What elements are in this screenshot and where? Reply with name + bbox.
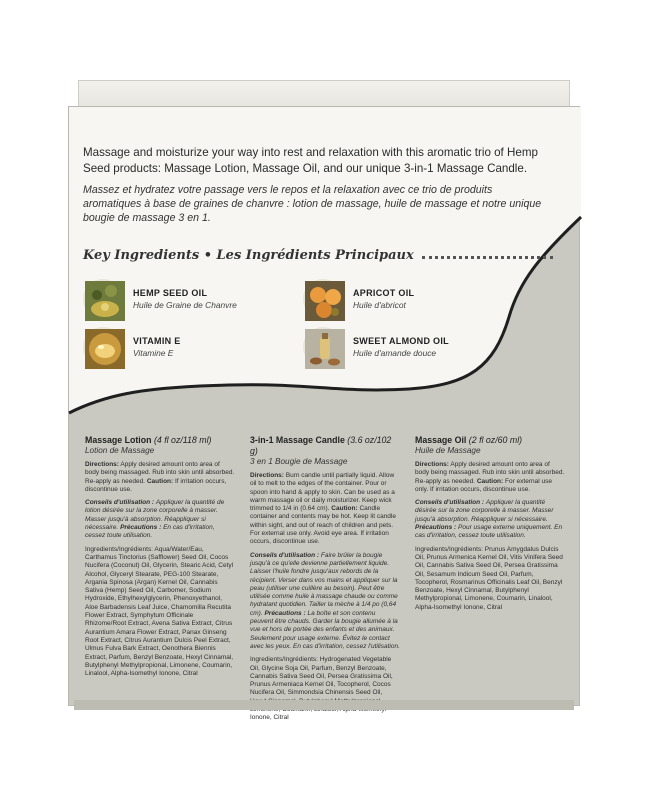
- box-back-panel: [68, 106, 580, 722]
- key-ingredients-heading: [83, 245, 553, 265]
- key-ingredients-title: Key Ingredients • Les Ingrédients Principaux: [83, 247, 414, 263]
- ingredient-name: VITAMIN E: [133, 336, 181, 346]
- ingredients-list: Ingredients/Ingrédients: Aqua/Water/Eau, Carthamus Tinctorius (Safflower) Seed Oil, Cocos Nucifera (Coconut) Oil, Glycerin, Stearic Acid, Cetyl Alcohol, Glyceryl Stearate, PEG-100 Stearate, Argania Spinosa (Argan) Kernel Oil, Cannabis Sativa (Hemp) Seed Oil, Carbomer, Sodium Hydroxide, Ethylhexylglycerin, Phenoxyethanol, Aloe Barbadensis Leaf Juice, Chamomilla Recutita Flower Extract, Symphytum Officinale Rhizome/Root Extract, Avena Sativa Extract, Citrus Aurantium Amara Flower Extract, Panax Ginseng Root Extract, Citrus Aurantium Dulcis Peel Extract, Ulmus Fulva Bark Extract, Oenothera Biennis Extract, Parfum, Benzyl Benzoate, Hexyl Cinnamal, Butylphenyl Methylpropional, Limonene, Coumarin, Linalool, Alpha-Isomethyl Ionone, Citral: [85, 545, 234, 678]
- ingredient-name: APRICOT OIL: [353, 288, 415, 298]
- ingredient-name: HEMP SEED OIL: [133, 288, 208, 298]
- ingredient-name-fr: Huile d'amande douce: [353, 348, 437, 358]
- vitamin-e-icon: [83, 327, 123, 367]
- product-massage-oil: [415, 435, 565, 617]
- ingredients-list: Ingredients/Ingrédients: Hydrogenated Vegetable Oil, Glycine Soja Oil, Parfum, Benzyl Benzoate, Cannabis Sativa Seed Oil, Persea Gratissima Oil, Prunus Armeniaca Kernel Oil, Tocopherol, Cocos Nucifera Oil, Simmondsia Chinensis Seed Oil, Ionone, Citral: [250, 656, 393, 722]
- apricot-icon: [303, 279, 343, 319]
- hemp-seed-oil-icon: [83, 279, 123, 319]
- directions-text: Directions: Apply desired amount onto area of body being massaged. Rub into skin until absorbed. Re-apply as needed. Caution: If irritation occurs, discontinue use.: [85, 461, 235, 493]
- product-title: Massage Lotion (4 fl oz/118 ml): [85, 435, 212, 445]
- directions-text-fr: Conseils d'utilisation : Faire brûler la bougie jusqu'à ce qu'elle devienne partiellement liquide. Laisser l'huile fondre jusqu'aux rebords de la récipient. Verser dans vos mains et appliquer sur la peau (utiliser une cuillère au besoin). Peut être utilisée comme huile à massage chaude ou comme hydratant quotidien. Tailler la mèche à 1/4 po (0,64 cm). Précautions : La boîte et son contenu peuvent être chauds. Garder la bougie allumée à la vue et hors de portée des enfants et des animaux. Seulement pour usage externe. Évitez le contact avec les yeux. En cas d'irritation, cessez l'utilisation.: [250, 551, 400, 650]
- directions-text-fr: Conseils d'utilisation : Appliquer la quantité désirée sur la zone corporelle à masser. Masser jusqu'à absorption. Réappliquer si nécessaire. Précautions : Pour usage externe uniquement. En cas d'irritation, cessez toute utilisation.: [415, 499, 563, 540]
- ingredient-apricot-oil: [303, 279, 414, 319]
- directions-text: Directions: Apply desired amount onto area of body being massaged. Rub into skin until absorbed. Re-apply as needed. Caution: For external use only. If irritation occurs, discontinue use.: [415, 461, 565, 493]
- product-title: Massage Oil (2 fl oz/60 ml): [415, 435, 523, 445]
- directions-text-fr: Conseils d'utilisation : Appliquer la quantité de lotion désirée sur la zone corporelle à masser. Masser jusqu'à absorption. Réappliquer si nécessaire. Précautions : En cas d'irritation, cessez toute utilisation.: [85, 499, 225, 540]
- ingredient-sweet-almond-oil: [303, 327, 449, 367]
- product-massage-candle: [250, 435, 400, 728]
- ingredient-name-fr: Huile de Graine de Chanvre: [133, 300, 237, 310]
- ingredient-name: SWEET ALMOND OIL: [353, 336, 449, 346]
- product-subtitle: 3 en 1 Bougie de Massage: [250, 457, 348, 466]
- ingredients-list: Ingredients/Ingrédients: Prunus Amygdalus Dulcis Oil, Prunus Armenica Kernel Oil, Vitis Vinifera Seed Oil, Cannabis Sativa Seed Oil, Persea Gratissima Oil, Sesamum Indicum Seed Oil, Parfum, Tocopherol, Rosmarinus Officinalis Leaf Oil, Benzyl Benzoate, Hexyl Cinnamal, Butylphenyl Methylpropional, Limonene, Coumarin, Linalool, Alpha-Isomethyl Ionone, Citral: [415, 545, 563, 611]
- product-title: 3-in-1 Massage Candle (3.6 oz/102 g): [250, 435, 392, 456]
- intro-text: [83, 145, 553, 225]
- product-massage-lotion: [85, 435, 235, 683]
- ingredient-vitamin-e: [83, 327, 181, 367]
- product-subtitle: Lotion de Massage: [85, 446, 155, 455]
- product-subtitle: Huile de Massage: [415, 446, 481, 455]
- intro-english: Massage and moisturize your way into rest and relaxation with this aromatic trio of Hemp Seed products: Massage Lotion, Massage Oil, and our unique 3-in-1 Massage Candle.: [83, 146, 538, 175]
- intro-french: Massez et hydratez votre passage vers le repos et la relaxation avec ce trio de produits aromatiques à base de graines de chanvre : lotion de massage, huile de massage et notre unique bougie de massage 3 en 1.: [83, 184, 542, 224]
- almond-oil-icon: [303, 327, 343, 367]
- ingredient-name-fr: Vitamine E: [133, 348, 174, 358]
- directions-text: Directions: Burn candle until partially liquid. Allow oil to melt to the edges of the container. Pour or spoon into hand & apply to skin. Can be used as a warm massage oil or daily moisturizer. Keep wick trimmed to 1/4 in (0.64 cm). Caution: Candle container and contents may be hot. Keep lit candle within sight, and out of reach of children and pets. For external use only. Avoid eye area. If irritation occurs, discontinue use.: [250, 472, 396, 546]
- dotted-rule: [422, 251, 553, 259]
- ingredient-name-fr: Huile d'abricot: [353, 300, 406, 310]
- ingredient-hemp-seed-oil: [83, 279, 237, 319]
- box-bottom-edge: [74, 700, 574, 710]
